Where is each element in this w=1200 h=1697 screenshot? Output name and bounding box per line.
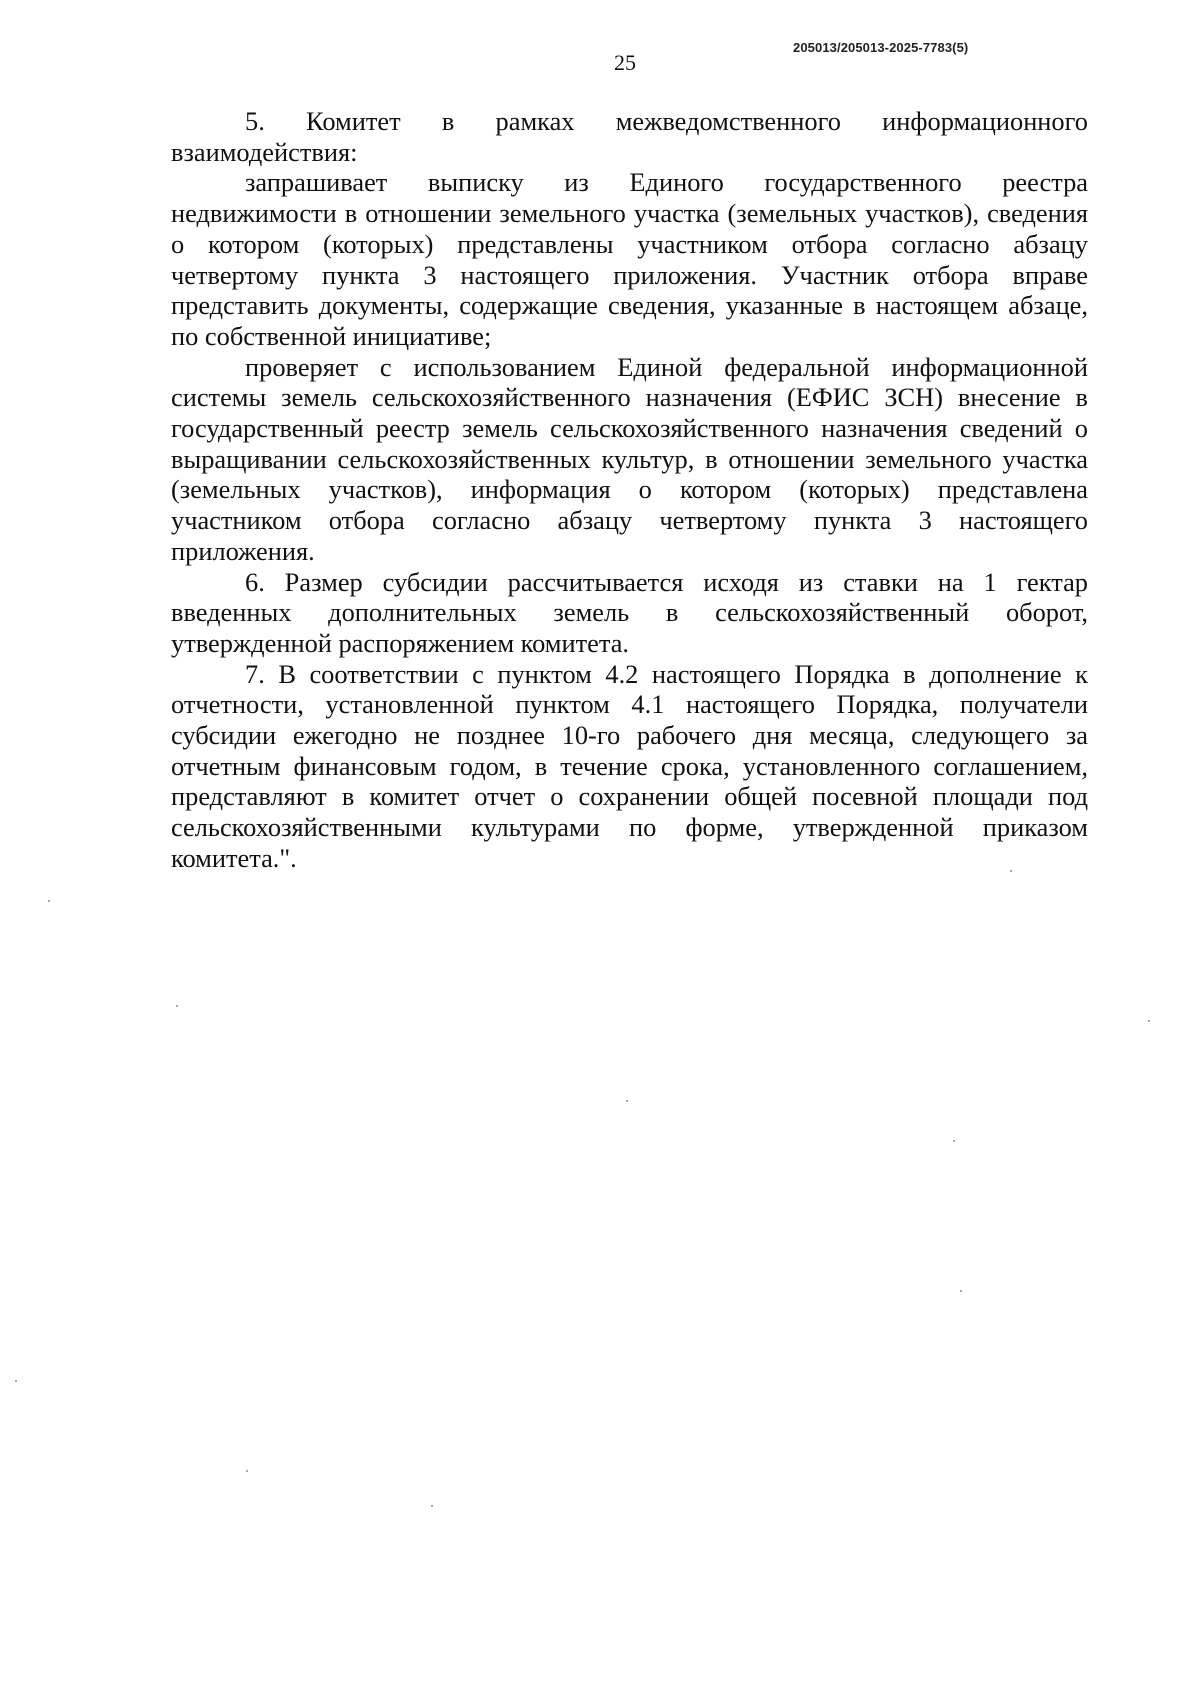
scan-speck [15,1380,17,1382]
scan-speck [246,1470,248,1472]
scan-speck [176,1005,178,1007]
paragraph-6: 6. Размер субсидии рассчитывается исходя из ставки на 1 гектар введенных дополнительных земель в сельскохозяйственный оборот, утвержденной распоряжением комитета. [171,566,1088,658]
scan-speck [960,1290,962,1292]
document-body [171,106,1088,874]
scan-speck [431,1505,433,1507]
scan-speck [626,1100,628,1102]
scan-speck [1010,870,1012,872]
paragraph-5-check: проверяет с использованием Единой федеральной информационной системы земель сельскохозяйственного назначения (ЕФИС ЗСН) внесение в государственный реестр земель сельскохозяйственного назначения сведений о выращивании сельскохозяйственных культур, в отношении земельного участка (земельных участков), информация о котором (которых) представлена участником отбора согласно абзацу четвертому пункта 3 настоящего приложения. [171,351,1088,566]
document-id: 205013/205013-2025-7783(5) [793,40,969,55]
page-number: 25 [614,50,636,75]
scan-speck [953,1140,955,1142]
paragraph-5-heading: 5. Комитет в рамках межведомственного информационного взаимодействия: [171,106,1088,167]
scan-speck [48,900,50,902]
paragraph-5-request: запрашивает выписку из Единого государственного реестра недвижимости в отношении земельного участка (земельных участков), сведения о котором (которых) представлены участником отбора согласно абзацу четвертому пункта 3 настоящего приложения. Участник отбора вправе представить документы, содержащие сведения, указанные в настоящем абзаце, по собственной инициативе; [171,167,1088,351]
paragraph-7: 7. В соответствии с пунктом 4.2 настоящего Порядка в дополнение к отчетности, установленной пунктом 4.1 настоящего Порядка, получатели субсидии ежегодно не позднее 10-го рабочего дня месяца, следующего за отчетным финансовым годом, в течение срока, установленного соглашением, представляют в комитет отчет о сохранении общей посевной площади под сельскохозяйственными культурами по форме, утвержденной приказом комитета.". [171,658,1088,873]
scan-speck [1148,1020,1150,1022]
